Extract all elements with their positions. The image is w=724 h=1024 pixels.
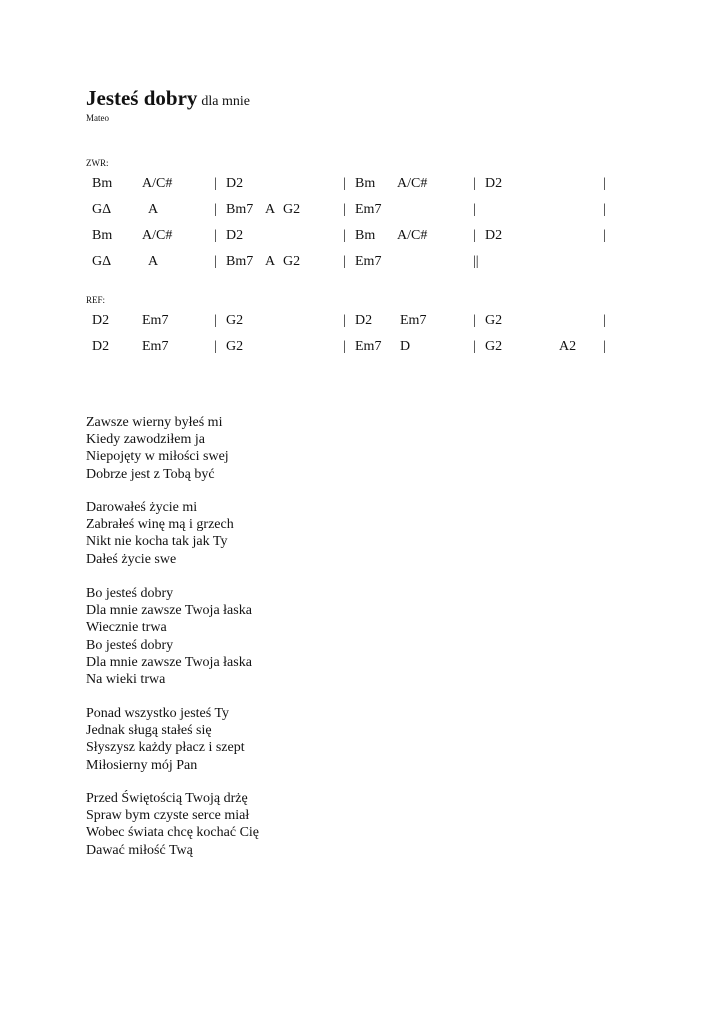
bar-line: | [473,313,476,328]
chord-symbol: A [148,202,159,217]
bar-line: | [343,254,346,269]
song-title-subtitle: dla mnie [201,94,251,109]
bar-line: | [603,176,606,191]
lyric-line: Zawsze wierny byłeś mi [86,415,223,430]
chord-symbol: A [265,202,276,217]
bar-line: | [603,339,606,354]
bar-line: | [343,339,346,354]
bar-line: | [214,202,217,217]
bar-line: | [214,313,217,328]
lyric-line: Przed Świętością Twoją drżę [86,791,248,806]
chord-symbol: D2 [355,313,373,328]
chord-symbol: A/C# [397,176,428,191]
chord-symbol: G2 [226,313,244,328]
lyric-line: Jednak sługą stałeś się [86,723,212,739]
bar-line: | [343,176,346,191]
chord-symbol: G2 [485,339,503,354]
lyric-line: Spraw bym czyste serce miał [86,808,250,824]
chord-symbol: D [400,339,411,354]
bar-line: | [473,176,476,191]
chord-row [0,313,724,331]
chord-symbol: Bm7 [226,254,254,269]
chord-symbol: Bm [92,228,113,243]
chord-symbol: Em7 [355,202,382,217]
lyric-line: Nikt nie kocha tak jak Ty [86,534,228,550]
chord-symbol: A/C# [142,176,173,191]
chord-symbol: A/C# [397,228,428,243]
song-title [86,86,250,111]
section-label: REF: [86,295,106,305]
lyrics-stanza [86,790,259,859]
chord-symbol: GΔ [92,202,112,217]
lyrics-stanza [86,414,229,483]
lyric-line: Niepojęty w miłości swej [86,449,229,465]
lyric-line: Wobec świata chcę kochać Cię [86,825,260,841]
lyric-line: Dla mnie zawsze Twoja łaska [86,654,252,670]
lyric-line: Słyszysz każdy płacz i szept [86,740,245,756]
bar-line: | [473,339,476,354]
chord-symbol: D2 [92,339,110,354]
chord-symbol: D2 [485,176,503,191]
chord-symbol: D2 [485,228,503,243]
lyrics-stanza [86,585,252,688]
chord-row [0,254,724,272]
song-title-main: Jesteś dobry [86,86,198,110]
bar-line: | [214,228,217,243]
chord-symbol: Em7 [400,313,427,328]
chord-symbol: G2 [283,202,301,217]
lyric-line: Miłosierny mój Pan [86,757,198,773]
chord-symbol: A [148,254,159,269]
lyric-line: Dla mnie zawsze Twoja łaska [86,603,252,619]
chord-symbol: Bm [92,176,113,191]
chord-symbol: GΔ [92,254,112,269]
bar-line: | [473,202,476,217]
lyrics-stanza [86,499,234,568]
bar-line: | [214,176,217,191]
chord-symbol: A/C# [142,228,173,243]
chord-symbol: Em7 [355,254,382,269]
lyric-line: Zabrałeś winę mą i grzech [86,517,234,533]
bar-line: | [603,202,606,217]
section-label: ZWR: [86,158,109,168]
chord-symbol: Bm [355,176,376,191]
chord-row [0,339,724,357]
chord-symbol: Bm7 [226,202,254,217]
lyric-line: Darowałeś życie mi [86,500,198,515]
chord-symbol: G2 [485,313,503,328]
chord-symbol: Em7 [355,339,382,354]
lyric-line: Na wieki trwa [86,671,166,687]
chord-symbol: A [265,254,276,269]
chord-symbol: G2 [226,339,244,354]
chord-row [0,228,724,246]
chord-symbol: Em7 [142,339,169,354]
chord-row [0,202,724,220]
chord-row [0,176,724,194]
lyric-line: Dobrze jest z Tobą być [86,466,215,482]
bar-line: | [343,202,346,217]
bar-line: | [343,313,346,328]
lyric-line: Dawać miłość Twą [86,842,193,858]
lyric-line: Wiecznie trwa [86,620,167,636]
chord-symbol: Bm [355,228,376,243]
song-author: Mateo [86,113,109,123]
bar-line: | [603,228,606,243]
lyrics-stanza [86,705,245,774]
lyric-line: Bo jesteś dobry [86,586,174,601]
lyric-line: Kiedy zawodziłem ja [86,432,205,448]
chord-symbol: G2 [283,254,301,269]
chord-symbol: D2 [226,228,244,243]
chord-symbol: D2 [226,176,244,191]
bar-line: | [603,313,606,328]
bar-line: || [473,254,479,269]
bar-line: | [214,339,217,354]
lyric-line: Ponad wszystko jesteś Ty [86,706,230,721]
bar-line: | [214,254,217,269]
chord-symbol: D2 [92,313,110,328]
chord-symbol: Em7 [142,313,169,328]
bar-line: | [473,228,476,243]
bar-line: | [343,228,346,243]
lyric-line: Bo jesteś dobry [86,637,174,653]
lyric-line: Dałeś życie swe [86,551,177,567]
chord-symbol: A2 [559,339,577,354]
